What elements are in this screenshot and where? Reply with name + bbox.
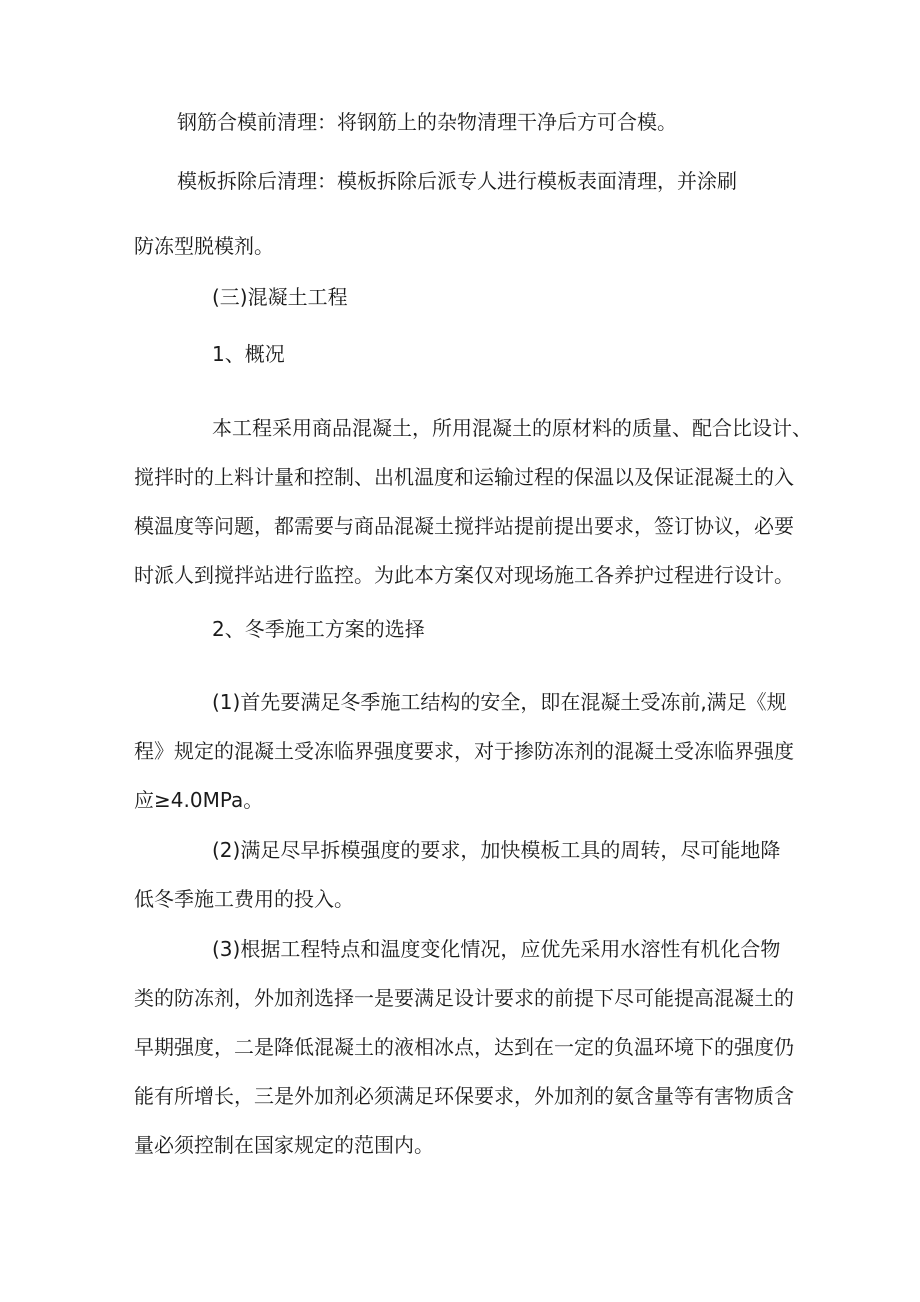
item-3-line-4: 能有所增长，三是外加剂必须满足环保要求，外加剂的氨含量等有害物质含 (134, 1084, 794, 1108)
subheading-overview: 1、概况 (212, 342, 285, 366)
item-2-line-2: 低冬季施工费用的投入。 (134, 887, 354, 911)
item-1-line-3: 应≥4.0MPa。 (134, 788, 264, 812)
paragraph-overview-line-2: 搅拌时的上料计量和控制、出机温度和运输过程的保温以及保证混凝土的入 (134, 465, 794, 489)
subheading-winter-plan: 2、冬季施工方案的选择 (212, 617, 425, 641)
section-heading-concrete: (三)混凝土工程 (212, 285, 348, 309)
item-1-line-1: (1)首先要满足冬季施工结构的安全，即在混凝土受冻前,满足《规 (212, 690, 787, 714)
item-3-line-3: 早期强度，二是降低混凝土的液相冰点，达到在一定的负温环境下的强度仍 (134, 1035, 794, 1059)
item-3-line-5: 量必须控制在国家规定的范围内。 (134, 1133, 434, 1157)
paragraph-overview-line-3: 模温度等问题，都需要与商品混凝土搅拌站提前提出要求，签订协议，必要 (134, 514, 794, 538)
item-3-line-2: 类的防冻剂，外加剂选择一是要满足设计要求的前提下尽可能提高混凝土的 (134, 986, 794, 1010)
paragraph-overview-line-1: 本工程采用商品混凝土，所用混凝土的原材料的质量、配合比设计、 (212, 416, 812, 440)
paragraph-formwork-cleaning-line-2: 防冻型脱模剂。 (134, 234, 274, 258)
paragraph-rebar-cleaning: 钢筋合模前清理：将钢筋上的杂物清理干净后方可合模。 (177, 110, 677, 134)
item-2-line-1: (2)满足尽早拆模强度的要求，加快模板工具的周转，尽可能地降 (212, 838, 781, 862)
item-1-line-2: 程》规定的混凝土受冻临界强度要求，对于掺防冻剂的混凝土受冻临界强度 (134, 739, 794, 763)
paragraph-overview-line-4: 时派人到搅拌站进行监控。为此本方案仅对现场施工各养护过程进行设计。 (134, 563, 794, 587)
item-3-line-1: (3)根据工程特点和温度变化情况，应优先采用水溶性有机化合物 (212, 937, 781, 961)
paragraph-formwork-cleaning-line-1: 模板拆除后清理：模板拆除后派专人进行模板表面清理，并涂刷 (177, 169, 737, 193)
